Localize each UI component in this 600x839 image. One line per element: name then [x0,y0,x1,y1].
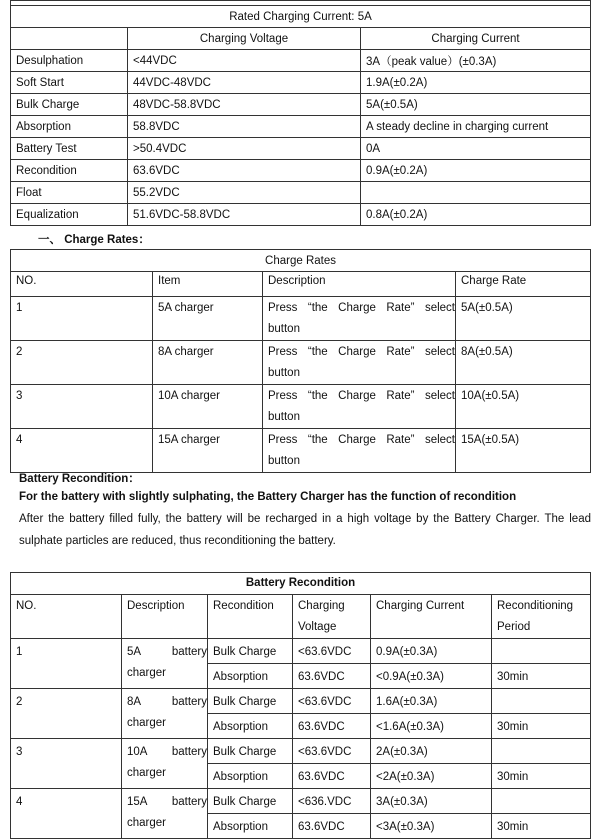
voltage: 55.2VDC [128,182,361,204]
charging-table [10,0,591,226]
recondition: Absorption [208,714,293,739]
description: Press “the Charge Rate” select button [263,297,456,341]
charging-current: <3A(±0.3A) [371,814,492,839]
charging-voltage: <636.VDC [293,789,371,814]
stage: Bulk Charge [11,94,128,116]
charging-current: 0.9A(±0.3A) [371,639,492,664]
charging-voltage: 63.6VDC [293,714,371,739]
charge-rates-table [10,249,591,473]
table-row [11,204,591,226]
voltage: >50.4VDC [128,138,361,160]
row-no: 3 [11,385,153,429]
stage: Equalization [11,204,128,226]
charging-voltage: 63.6VDC [293,764,371,789]
period [492,639,591,664]
table-row [11,72,591,94]
table-header-row [11,28,591,50]
charge-rate: 15A(±0.5A) [456,429,591,473]
table-title-row [11,6,591,28]
charging-voltage: <63.6VDC [293,739,371,764]
charging-voltage: 63.6VDC [293,664,371,689]
stage: Float [11,182,128,204]
table-row [11,689,591,714]
stage: Absorption [11,116,128,138]
row-no: 1 [11,297,153,341]
charging-current: <0.9A(±0.3A) [371,664,492,689]
battery-recondition-paragraph: After the battery filled fully, the battery will be recharged in a high voltage by the Battery Charger. The lead sulphate particles are reduced, thus reconditioning the battery. [19,513,591,547]
voltage: <44VDC [128,50,361,72]
charging-current: 1.6A(±0.3A) [371,689,492,714]
current: 3A（peak value）(±0.3A) [361,50,591,72]
item: 8A charger [153,341,263,385]
table-title: Battery Recondition [11,573,591,595]
charge-rate: 10A(±0.5A) [456,385,591,429]
table-row [11,297,591,341]
table-title: Rated Charging Current: 5A [11,6,591,28]
stage: Recondition [11,160,128,182]
table-row [11,385,591,429]
item: 10A charger [153,385,263,429]
table-row [11,739,591,764]
row-no: 3 [11,739,122,789]
charging-voltage: 63.6VDC [293,814,371,839]
battery-recondition-table [10,572,591,839]
charging-voltage: <63.6VDC [293,689,371,714]
header-reconditioning-period: Reconditioning Period [492,595,591,639]
table-row [11,341,591,385]
header-voltage: Charging Voltage [128,28,361,50]
charging-current: <1.6A(±0.3A) [371,714,492,739]
current: 5A(±0.5A) [361,94,591,116]
row-no: 4 [11,789,122,839]
period: 30min [492,664,591,689]
table-row [11,160,591,182]
row-no: 1 [11,639,122,689]
table-title-row [11,573,591,595]
recondition: Absorption [208,764,293,789]
header-description: Description [263,272,456,297]
voltage: 51.6VDC-58.8VDC [128,204,361,226]
battery-recondition-subheading: For the battery with slightly sulphating, the Battery Charger has the function of recondition [19,491,517,503]
header-description: Description [122,595,208,639]
section-heading-charge-rates: 一、 Charge Rates： [38,234,150,246]
voltage: 58.8VDC [128,116,361,138]
header-current: Charging Current [361,28,591,50]
period: 30min [492,764,591,789]
recondition: Bulk Charge [208,639,293,664]
voltage: 63.6VDC [128,160,361,182]
charging-current: 3A(±0.3A) [371,789,492,814]
header-item: Item [153,272,263,297]
table-row [11,138,591,160]
current: 0A [361,138,591,160]
header-recondition: Recondition [208,595,293,639]
table-row [11,789,591,814]
recondition: Absorption [208,814,293,839]
description: 5A battery charger [122,639,208,689]
header-charge-rate: Charge Rate [456,272,591,297]
current [361,182,591,204]
recondition: Bulk Charge [208,739,293,764]
charge-rate: 5A(±0.5A) [456,297,591,341]
description: Press “the Charge Rate” select button [263,341,456,385]
recondition: Bulk Charge [208,789,293,814]
table-row [11,182,591,204]
table-header-row [11,595,591,639]
row-no: 4 [11,429,153,473]
description: Press “the Charge Rate” select button [263,385,456,429]
header-charging-current: Charging Current [371,595,492,639]
description: 8A battery charger [122,689,208,739]
header-no: NO. [11,595,122,639]
charging-current: <2A(±0.3A) [371,764,492,789]
stage: Soft Start [11,72,128,94]
charging-current: 2A(±0.3A) [371,739,492,764]
description: 10A battery charger [122,739,208,789]
table-title: Charge Rates [11,250,591,272]
voltage: 48VDC-58.8VDC [128,94,361,116]
stage: Battery Test [11,138,128,160]
table-header-row [11,272,591,297]
charging-voltage: <63.6VDC [293,639,371,664]
item: 15A charger [153,429,263,473]
battery-recondition-heading: Battery Recondition： [19,473,140,485]
stage: Desulphation [11,50,128,72]
table-row [11,429,591,473]
item: 5A charger [153,297,263,341]
description: Press “the Charge Rate” select button [263,429,456,473]
table-title-row [11,250,591,272]
period [492,789,591,814]
current: 1.9A(±0.2A) [361,72,591,94]
header-no: NO. [11,272,153,297]
recondition: Absorption [208,664,293,689]
table-row [11,116,591,138]
charge-rate: 8A(±0.5A) [456,341,591,385]
table-row [11,50,591,72]
recondition: Bulk Charge [208,689,293,714]
table-row [11,639,591,664]
period [492,739,591,764]
header-charging-voltage: Charging Voltage [293,595,371,639]
table-row [11,94,591,116]
period [492,689,591,714]
description: 15A battery charger [122,789,208,839]
row-no: 2 [11,341,153,385]
row-no: 2 [11,689,122,739]
current: 0.9A(±0.2A) [361,160,591,182]
voltage: 44VDC-48VDC [128,72,361,94]
period: 30min [492,814,591,839]
current: A steady decline in charging current [361,116,591,138]
current: 0.8A(±0.2A) [361,204,591,226]
period: 30min [492,714,591,739]
